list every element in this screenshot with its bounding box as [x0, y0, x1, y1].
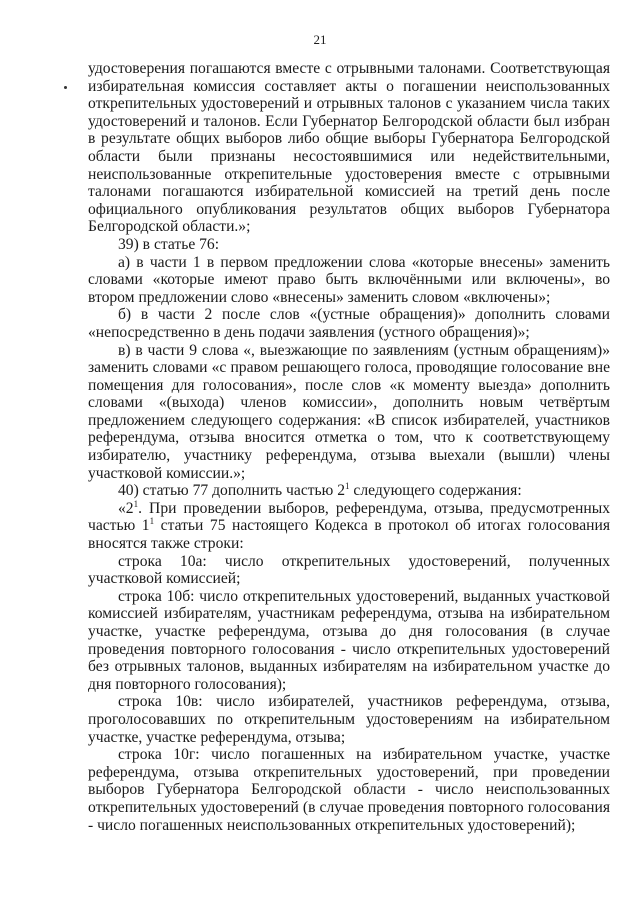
superscript: 1	[149, 516, 155, 527]
paragraph-line-10b: строка 10б: число открепительных удостоверений, выданных участковой комиссией избирателям, участникам референдума, отзыва на избирательном участке, участке референдума, отзыва до дня голосования (в случае проведения повторного голосования - число открепительных удостоверений без отрывных талонов, выданных избирателям на избирательном участке до дня повторного голосования);	[88, 587, 610, 693]
superscript: 1	[133, 498, 139, 509]
paragraph-item-39b: б) в части 2 после слов «(устные обращения)» дополнить словами «непосредственно в день подачи заявления (устного обращения)»;	[88, 306, 610, 341]
paragraph-item-39v: в) в части 9 слова «, выезжающие по заявлениям (устным обращениям)» заменить словами «с правом решающего голоса, проводящие голосование вне помещения для голосования», после слов «к моменту выезда» дополнить словами «(выхода) членов комиссии», дополнить новым четвёртым предложением следующего содержания: «В список избирателей, участников референдума, отзыва вносится отметка о том, что к соответствующему избирателю, участнику референдума, отзыва выехали (вышли) члены участковой комиссии.»;	[88, 341, 610, 482]
paragraph-item-39: 39) в статье 76:	[118, 235, 220, 253]
part-text-start: «2	[118, 499, 134, 517]
paragraph-part-2-1	[88, 500, 610, 553]
document-body	[88, 60, 610, 834]
paragraph-line-10g: строка 10г: число погашенных на избирательном участке, участке референдума, отзыва открепительных удостоверений, при проведении выборов Губернатора Белгородской области - число неиспользованных открепительных удостоверений (в случае проведения повторного голосования - число погашенных неиспользованных открепительных удостоверений);	[88, 746, 610, 834]
item-40-text: 40) статью 77 дополнить частью 2	[118, 482, 346, 500]
paragraph-line-10a: строка 10а: число открепительных удостоверений, полученных участковой комиссией;	[88, 552, 610, 588]
margin-mark	[64, 86, 67, 89]
superscript: 1	[345, 481, 350, 492]
part-text-end: статьи 75 настоящего Кодекса в протокол об итогах голосования вносятся также строки:	[88, 517, 610, 553]
paragraph-item-40	[88, 482, 610, 500]
page-number: 21	[313, 32, 327, 47]
paragraph-line-10v: строка 10в: число избирателей, участников референдума, отзыва, проголосовавших по открепительным удостоверениям на избирательном участке, участке референдума, отзыва;	[88, 693, 610, 746]
part-text-middle: . При проведении выборов, референдума, отзыва, предусмотренных частью 1	[88, 499, 610, 535]
paragraph-item-39a: а) в части 1 в первом предложении слова «которые внесены» заменить словами «которые имеют право быть включёнными или включены», во втором предложении слово «внесены» заменить словом «включены»;	[88, 253, 610, 306]
item-40-text-end: следующего содержания:	[349, 482, 522, 500]
paragraph-continuation: удостоверения погашаются вместе с отрывными талонами. Соответствующая избирательная комиссия составляет акты о погашении неиспользованных открепительных удостоверений и отрывных талонов с указанием числа таких удостоверений и талонов. Если Губернатор Белгородской области был избран в результате общих выборов либо общие выборы Губернатора Белгородской области были признаны несостоявшимися или недействительными, неиспользованные открепительные удостоверения вместе с отрывными талонами погашаются избирательной комиссией на третий день после официального опубликования результатов общих выборов Губернатора Белгородской области.»;	[88, 60, 610, 236]
